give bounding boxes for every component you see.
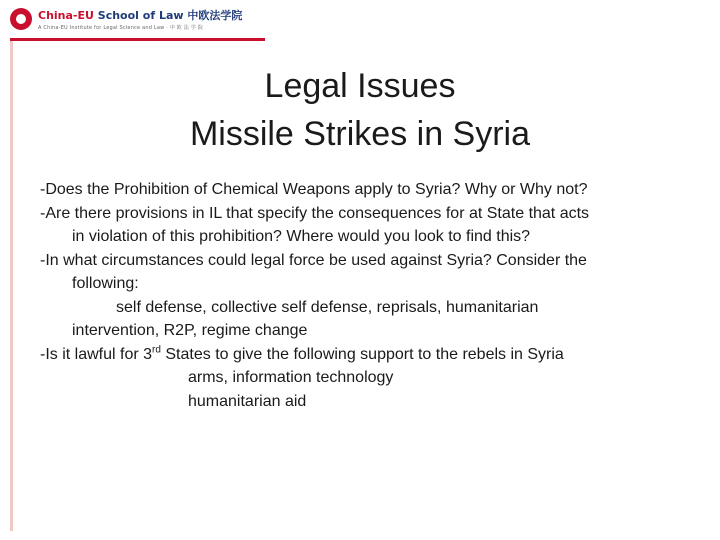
logo-bar	[8, 4, 308, 40]
china-eu-logo-icon	[10, 8, 32, 30]
logo-subtitle: A China-EU Institute for Legal Science and Law · 中 欧 法 学 院	[38, 25, 203, 31]
title-line-2: Missile Strikes in Syria	[189, 115, 531, 153]
body-line-3: in violation of this prohibition? Where would you look to find this?	[72, 228, 531, 245]
logo-title	[38, 7, 242, 23]
body-line-5: following:	[72, 275, 139, 292]
slide-title	[0, 62, 720, 158]
body-line-8	[40, 343, 690, 367]
slide-body	[40, 178, 690, 413]
body-line-4: -In what circumstances could legal force be used against Syria? Consider the	[40, 251, 587, 269]
header-rule	[10, 38, 265, 41]
body-line-8-start: -Is it lawful for 3	[40, 345, 153, 363]
body-line-8-superscript: rd	[152, 344, 161, 356]
body-line-7: intervention, R2P, regime change	[72, 322, 308, 339]
body-line-9: arms, information technology	[188, 369, 394, 386]
body-line-10: humanitarian aid	[188, 392, 307, 410]
logo-title-accent: China-EU	[38, 9, 94, 22]
body-line-2: -Are there provisions in IL that specify the consequences for at State that acts	[40, 204, 590, 222]
body-line-1: -Does the Prohibition of Chemical Weapons apply to Syria? Why or Why not?	[40, 181, 588, 198]
body-line-8-end: States to give the following support to the rebels in Syria	[160, 345, 564, 363]
body-line-6: self defense, collective self defense, reprisals, humanitarian	[116, 298, 539, 316]
title-line-1: Legal Issues	[264, 67, 456, 105]
logo-title-rest: School of Law 中欧法学院	[93, 9, 243, 22]
